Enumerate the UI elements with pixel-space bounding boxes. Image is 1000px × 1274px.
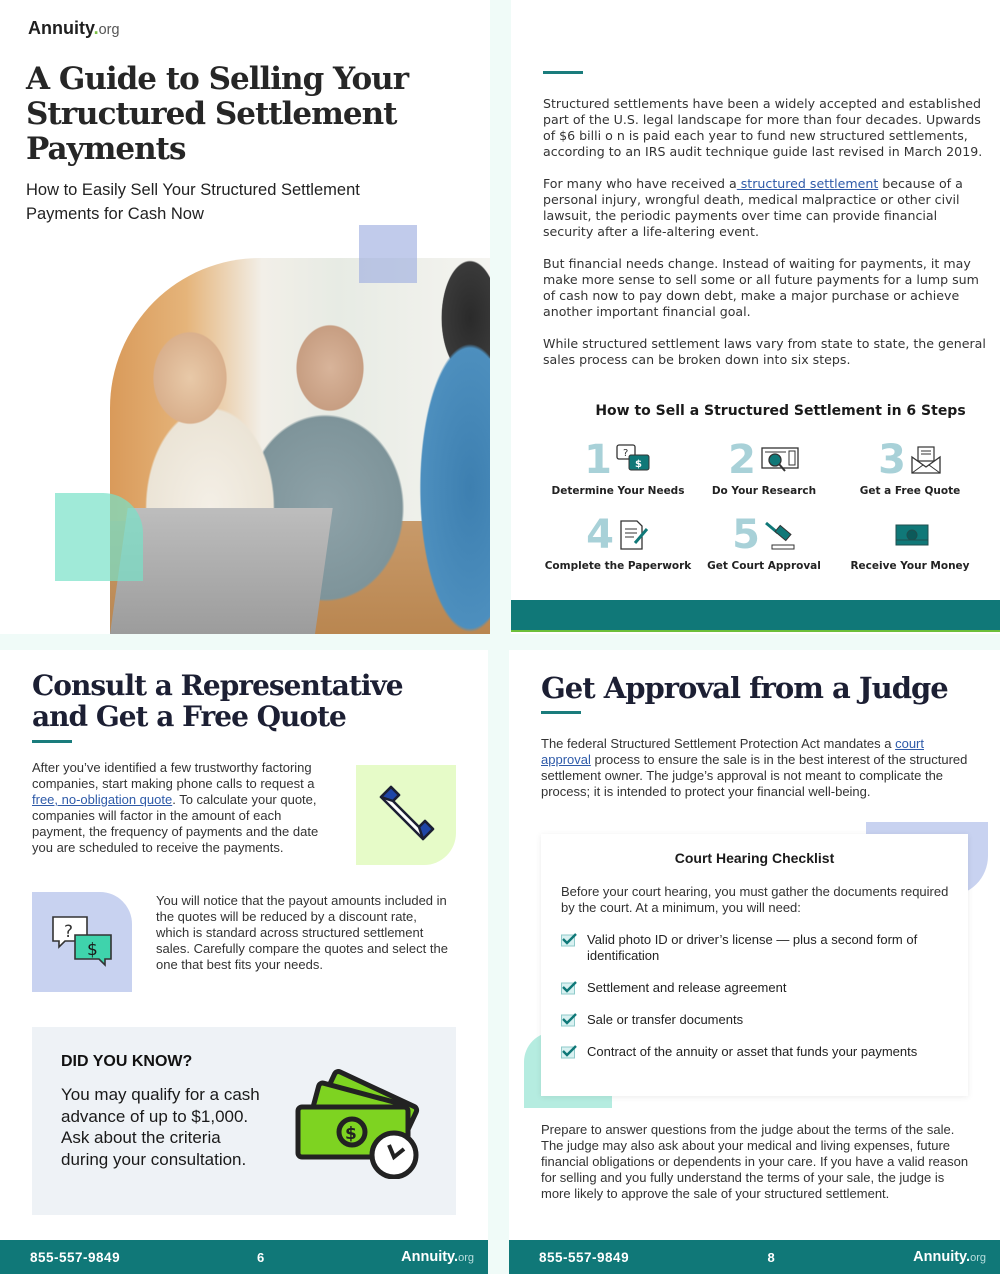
court-approval-link[interactable]: court approval bbox=[541, 736, 924, 767]
intro-body bbox=[543, 96, 988, 384]
step-3: 3 Get a Free Quote bbox=[859, 437, 961, 497]
checklist-title: Court Hearing Checklist bbox=[674, 850, 835, 866]
checklist-item: Contract of the annuity or asset that funds your payments bbox=[561, 1044, 951, 1060]
judge-approval-page bbox=[509, 650, 1000, 1274]
consult-paragraph-1: After you’ve identified a few trustworthy factoring companies, start making phone calls to request a free, no-obligation quote. To calculate your quote, companies will factor in the amount of each payment, the frequency of payments and the date you are scheduled to receive the payments. bbox=[32, 760, 319, 855]
callout-title: DID YOU KNOW? bbox=[61, 1053, 193, 1070]
checklist-item: Settlement and release agreement bbox=[561, 980, 951, 996]
phone-icon bbox=[373, 783, 439, 847]
steps-title: How to Sell a Structured Settlement in 6 Steps bbox=[595, 403, 966, 419]
guide-subtitle: How to Easily Sell Your Structured Settlement Payments for Cash Now bbox=[26, 181, 360, 223]
intro-paragraph-2: For many who have received a structured settlement because of a personal injury, wrongful death, medical malpractice or other civil lawsuit, the periodic payments over time can provide financial security after a life-altering event. bbox=[543, 176, 963, 239]
step-5: 5 Get Court Approval bbox=[707, 512, 821, 572]
svg-text:$: $ bbox=[345, 1124, 357, 1144]
checklist bbox=[561, 932, 951, 1076]
svg-text:$: $ bbox=[87, 940, 98, 960]
footer-logo[interactable]: Annuity.org bbox=[401, 1249, 474, 1265]
phone-illustration bbox=[356, 765, 456, 865]
footer-phone-number[interactable]: 855-557-9849 bbox=[30, 1249, 121, 1265]
chat-illustration bbox=[32, 892, 132, 992]
judge-heading: Get Approval from a Judge bbox=[541, 671, 948, 705]
svg-text:$: $ bbox=[634, 459, 642, 470]
document-pen-icon bbox=[618, 519, 650, 551]
teal-band bbox=[511, 600, 1000, 632]
accent-divider bbox=[543, 71, 583, 74]
accent-divider bbox=[32, 740, 72, 743]
chat-question-dollar-icon bbox=[51, 915, 113, 969]
step-4: 4 Complete the Paperwork bbox=[544, 512, 692, 572]
checkbox-checked-icon bbox=[561, 1045, 577, 1059]
free-quote-link[interactable]: free, no-obligation quote bbox=[32, 792, 173, 807]
brand-logo[interactable]: Annuity.org bbox=[28, 18, 120, 38]
judge-paragraph-1: The federal Structured Settlement Protection Act mandates a court approval process to ensure the sale is in the best interest of the structured settlement owner. The judge’s approval is not meant to complicate the process; it is intended to protect your financial well-being. bbox=[541, 736, 968, 799]
footer-phone-number[interactable]: 855-557-9849 bbox=[539, 1249, 630, 1265]
cash-clock-icon bbox=[294, 1069, 424, 1179]
checklist-intro: Before your court hearing, you must gather the documents required by the court. At a minimum, you will need: bbox=[561, 884, 949, 915]
chat-question-dollar-icon bbox=[616, 444, 652, 476]
intro-paragraph-3: But financial needs change. Instead of waiting for payments, it may make more sense to sell some or all future payments for a lump sum of cash now to pay down debt, make a major purchase or achieve another important financial goal. bbox=[543, 256, 979, 319]
svg-text:?: ? bbox=[64, 922, 74, 942]
page-footer bbox=[0, 1240, 488, 1274]
cover-page bbox=[0, 0, 490, 634]
page-footer bbox=[509, 1240, 1000, 1274]
intro-paragraph-4: While structured settlement laws vary from state to state, the general sales process can be broken down into six steps. bbox=[543, 336, 986, 367]
page-number: 8 bbox=[767, 1249, 775, 1265]
court-hearing-checklist-card bbox=[541, 834, 968, 1096]
steps-grid bbox=[545, 438, 995, 572]
laptop-shape bbox=[110, 508, 333, 634]
checklist-item: Sale or transfer documents bbox=[561, 1012, 951, 1028]
decorative-teal-square bbox=[55, 493, 143, 581]
step-2: 2 Do Your Research bbox=[711, 437, 817, 497]
footer-logo[interactable]: Annuity.org bbox=[913, 1249, 986, 1265]
step-6: Receive Your Money bbox=[837, 513, 983, 572]
cover-photo bbox=[110, 258, 490, 634]
checkbox-checked-icon bbox=[561, 1013, 577, 1027]
judge-paragraph-2: Prepare to answer questions from the judge about the terms of the sale. The judge may also ask about your medical and living expenses, future financial obligations or dependents in your care. If you have a valid reason for selling and you fully understand the terms of your sale, the judge is more likely to approve the sale of your structured settlement. bbox=[541, 1122, 969, 1201]
consult-heading: Consult a Representative and Get a Free Quote bbox=[32, 669, 403, 733]
checklist-item: Valid photo ID or driver’s license — plus a second form of identification bbox=[561, 932, 951, 964]
svg-text:?: ? bbox=[622, 448, 629, 459]
page-number: 6 bbox=[257, 1249, 265, 1265]
consult-paragraph-2: You will notice that the payout amounts included in the quotes will be reduced by a discount rate, which is standard across structured settlement sales. Carefully compare the quotes and select the one that best fits your needs. bbox=[156, 893, 448, 972]
callout-text: You may qualify for a cash advance of up to $1,000. Ask about the criteria during your consultation. bbox=[61, 1085, 260, 1169]
intro-page bbox=[511, 0, 1000, 634]
magnifier-document-icon bbox=[760, 445, 800, 475]
guide-title: A Guide to Selling Your Structured Settlement Payments bbox=[26, 61, 409, 167]
structured-settlement-link[interactable]: structured settlement bbox=[736, 176, 879, 191]
accent-divider bbox=[541, 711, 581, 714]
money-bill-icon bbox=[895, 523, 929, 547]
gavel-icon bbox=[764, 519, 796, 551]
consult-page bbox=[0, 650, 488, 1274]
step-1: 1 ? $ Determine Your Needs bbox=[551, 437, 685, 497]
intro-paragraph-1: Structured settlements have been a widely accepted and established part of the U.S. legal landscape for more than four decades. Upwards of $6 billi o n is paid each year to fund new structured settlements, according to an IRS audit technique guide last revised in March 2019. bbox=[543, 96, 983, 159]
envelope-letter-icon bbox=[910, 445, 942, 475]
decorative-blue-square bbox=[359, 225, 417, 283]
checkbox-checked-icon bbox=[561, 981, 577, 995]
checkbox-checked-icon bbox=[561, 933, 577, 947]
did-you-know-callout bbox=[32, 1027, 456, 1215]
